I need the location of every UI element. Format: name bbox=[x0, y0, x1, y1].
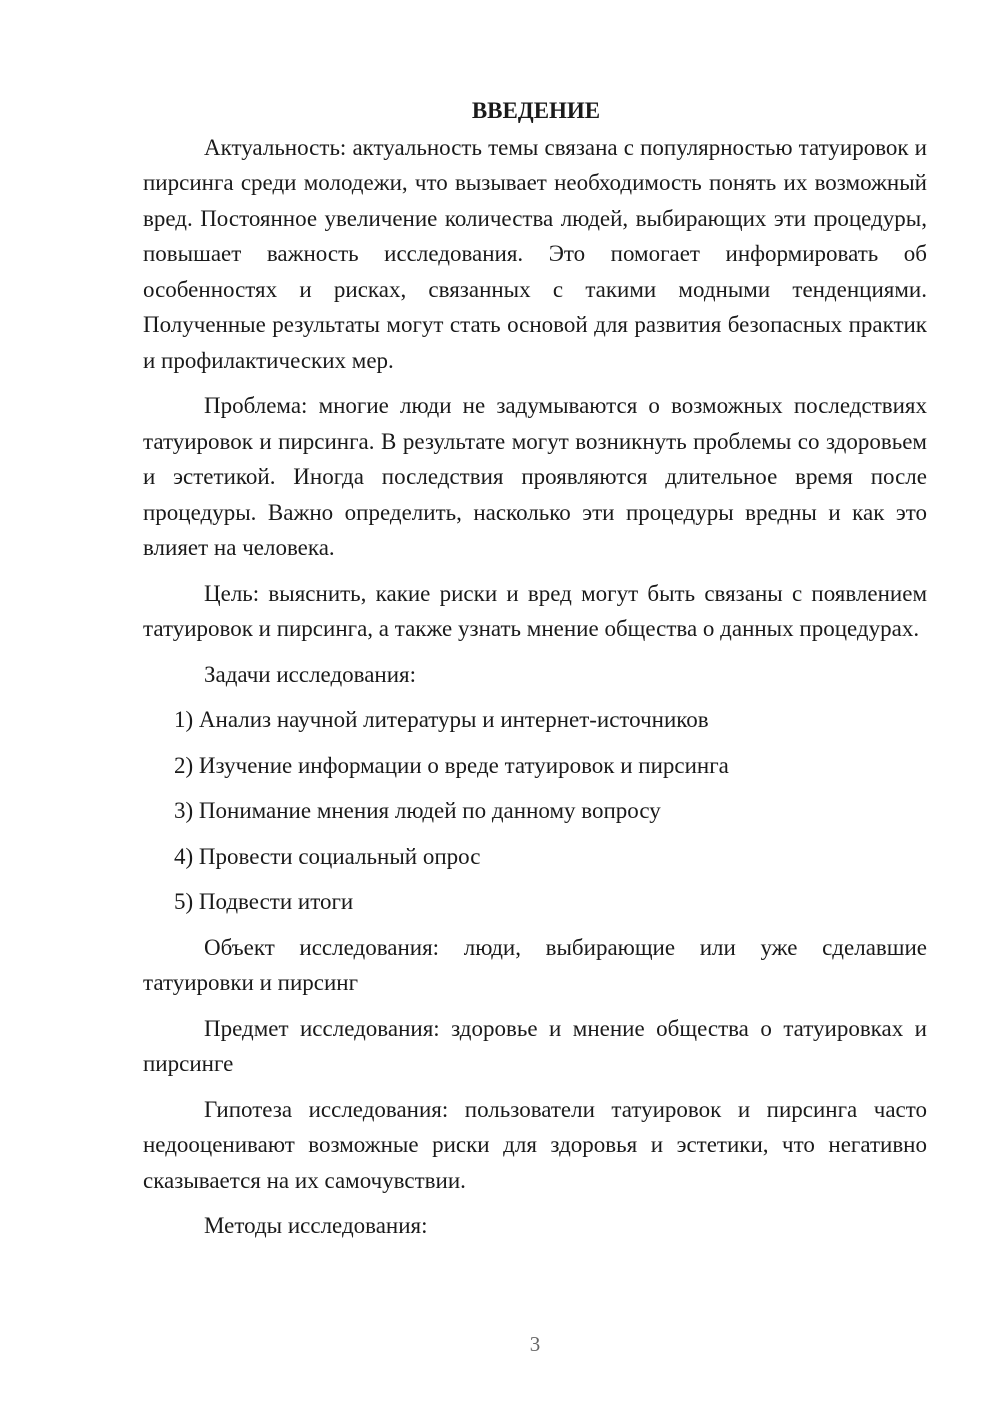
paragraph-tasks-heading: Задачи исследования: bbox=[204, 661, 417, 687]
list-item: 5) Подвести итоги bbox=[174, 889, 354, 914]
tasks-list bbox=[143, 702, 927, 920]
section-title: ВВЕДЕНИЕ bbox=[471, 98, 601, 123]
paragraph-subject: Предмет исследования: здоровье и мнение общества о татуировках и пирсинге bbox=[143, 1015, 927, 1076]
list-item: 4) Провести социальный опрос bbox=[174, 843, 481, 869]
paragraph-goal: Цель: выяснить, какие риски и вред могут быть связаны с появлением татуировок и пирсинга, а также узнать мнение общества о данных процедурах. bbox=[143, 580, 927, 641]
page-number: 3 bbox=[529, 1332, 541, 1356]
paragraph-problem: Проблема: многие люди не задумываются о возможных последствиях татуировок и пирсинга. В результате могут возникнуть проблемы со здоровьем и эстетикой. Иногда последствия проявляются длительное время после процедуры. Важно определить, насколько эти процедуры вредны и как это влияет на человека. bbox=[143, 393, 927, 560]
paragraph-hypothesis: Гипотеза исследования: пользователи татуировок и пирсинга часто недооценивают возможные риски для здоровья и эстетики, что негативно сказывается на их самочувствии. bbox=[143, 1096, 927, 1193]
page-content bbox=[143, 93, 927, 1254]
paragraph-methods: Методы исследования: bbox=[204, 1213, 428, 1238]
paragraph-relevance: Актуальность: актуальность темы связана с популярностью татуировок и пирсинга среди молодежи, что вызывает необходимость понять их возможный вред. Постоянное увеличение количества людей, выбирающих эти процедуры, повышает важность исследования. Это помогает информировать об особенностях и рисках, связанных с такими модными тенденциями. Полученные результаты могут стать основой для развития безопасных практик и профилактических мер. bbox=[143, 134, 927, 373]
list-item: 3) Понимание мнения людей по данному вопросу bbox=[174, 798, 661, 823]
list-item: 1) Анализ научной литературы и интернет-источников bbox=[174, 707, 709, 732]
paragraph-object: Объект исследования: люди, выбирающие или уже сделавшие татуировки и пирсинг bbox=[143, 934, 927, 995]
list-item: 2) Изучение информации о вреде татуировок и пирсинга bbox=[174, 752, 729, 778]
